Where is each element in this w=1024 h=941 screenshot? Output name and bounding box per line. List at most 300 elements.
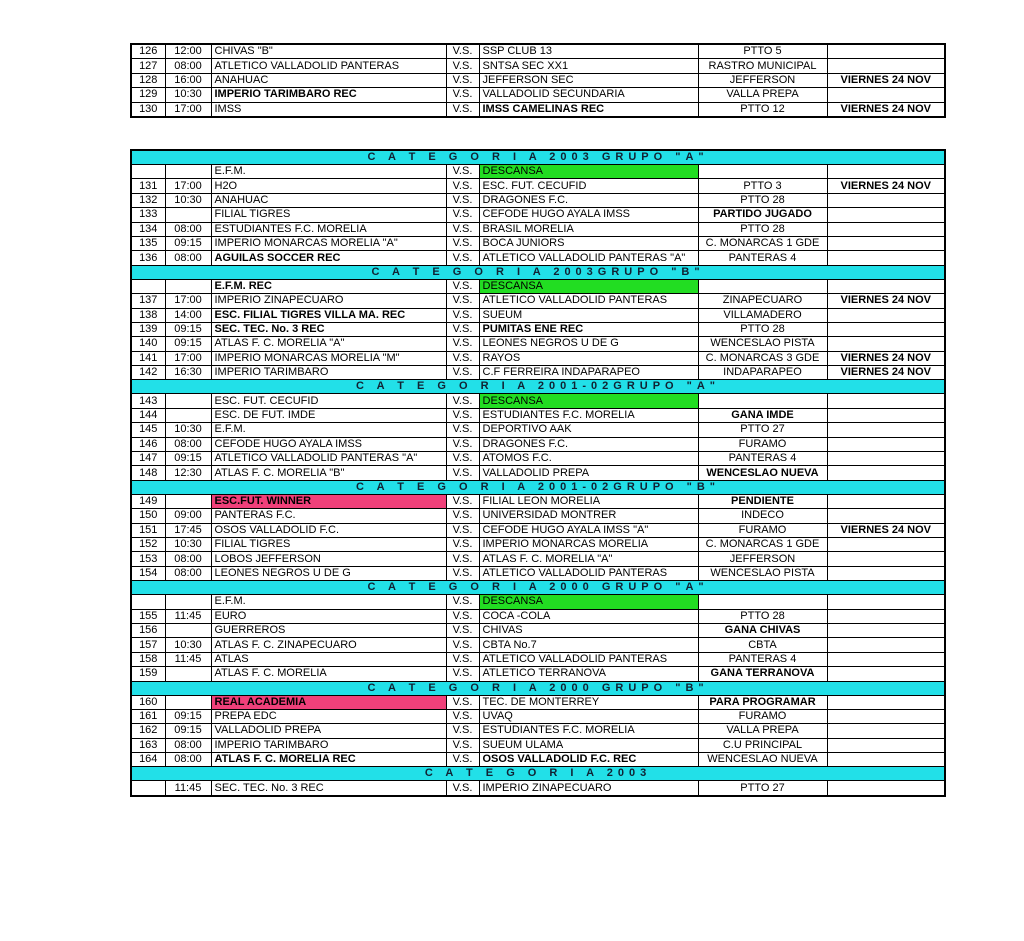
- match-time: 08:00: [165, 59, 211, 73]
- home-team: PANTERAS F.C.: [211, 509, 446, 523]
- home-team: ATLETICO VALLADOLID PANTERAS: [211, 59, 446, 73]
- match-time: 10:30: [165, 638, 211, 652]
- category-header-row: [131, 681, 945, 695]
- versus-label: V.S.: [446, 609, 479, 623]
- versus-label: V.S.: [446, 88, 479, 102]
- home-team: OSOS VALLADOLID F.C.: [211, 523, 446, 537]
- match-number: [131, 595, 165, 609]
- home-team: H2O: [211, 179, 446, 193]
- versus-label: V.S.: [446, 437, 479, 451]
- match-number: 137: [131, 294, 165, 308]
- home-team: ATLAS F. C. MORELIA: [211, 667, 446, 681]
- match-note: [827, 193, 945, 207]
- versus-label: V.S.: [446, 179, 479, 193]
- match-note: [827, 623, 945, 637]
- match-row: [131, 88, 945, 102]
- match-row: [131, 695, 945, 709]
- home-team: E.F.M.: [211, 423, 446, 437]
- match-note: VIERNES 24 NOV: [827, 351, 945, 365]
- match-row: [131, 408, 945, 422]
- versus-label: V.S.: [446, 193, 479, 207]
- away-team: TEC. DE MONTERREY: [479, 695, 698, 709]
- match-number: 162: [131, 724, 165, 738]
- top-schedule-body: [131, 44, 945, 117]
- match-row: [131, 179, 945, 193]
- away-team: CEFODE HUGO AYALA IMSS: [479, 208, 698, 222]
- away-team: ESTUDIANTES F.C. MORELIA: [479, 724, 698, 738]
- versus-label: V.S.: [446, 394, 479, 408]
- home-team: PREPA EDC: [211, 709, 446, 723]
- match-time: 09:15: [165, 709, 211, 723]
- away-team: IMPERIO ZINAPECUARO: [479, 781, 698, 796]
- home-team: GUERREROS: [211, 623, 446, 637]
- match-number: 145: [131, 423, 165, 437]
- home-team: ESC. DE FUT. IMDE: [211, 408, 446, 422]
- match-time: 12:00: [165, 44, 211, 59]
- match-time: 16:00: [165, 73, 211, 87]
- match-note: [827, 279, 945, 293]
- match-row: [131, 279, 945, 293]
- match-time: 10:30: [165, 423, 211, 437]
- match-venue: PTTO 28: [698, 609, 827, 623]
- match-time: 16:30: [165, 366, 211, 380]
- home-team: REAL ACADEMIA: [211, 695, 446, 709]
- match-row: [131, 59, 945, 73]
- versus-label: V.S.: [446, 294, 479, 308]
- away-team: ATLETICO VALLADOLID PANTERAS: [479, 294, 698, 308]
- away-team: DEPORTIVO AAK: [479, 423, 698, 437]
- match-number: 134: [131, 222, 165, 236]
- home-team: ESTUDIANTES F.C. MORELIA: [211, 222, 446, 236]
- top-schedule-table: [130, 43, 946, 118]
- away-team: UVAQ: [479, 709, 698, 723]
- match-venue: VILLAMADERO: [698, 308, 827, 322]
- away-team: VALLADOLID SECUNDARIA: [479, 88, 698, 102]
- away-team: ATOMOS F.C.: [479, 452, 698, 466]
- match-note: [827, 208, 945, 222]
- match-row: [131, 781, 945, 796]
- match-row: [131, 193, 945, 207]
- match-note: [827, 609, 945, 623]
- versus-label: V.S.: [446, 452, 479, 466]
- match-row: [131, 724, 945, 738]
- versus-label: V.S.: [446, 781, 479, 796]
- versus-label: V.S.: [446, 366, 479, 380]
- versus-label: V.S.: [446, 59, 479, 73]
- versus-label: V.S.: [446, 494, 479, 508]
- category-header-row: [131, 480, 945, 494]
- category-header-row: [131, 581, 945, 595]
- category-title: C A T E G O R I A 2003 GRUPO "A": [131, 150, 945, 165]
- match-note: VIERNES 24 NOV: [827, 179, 945, 193]
- match-venue: PENDIENTE: [698, 494, 827, 508]
- match-note: [827, 494, 945, 508]
- versus-label: V.S.: [446, 638, 479, 652]
- match-venue: PTTO 27: [698, 423, 827, 437]
- versus-label: V.S.: [446, 623, 479, 637]
- category-schedule-body: [131, 150, 945, 796]
- match-venue: PARTIDO JUGADO: [698, 208, 827, 222]
- match-row: [131, 423, 945, 437]
- away-team: LEONES NEGROS U DE G: [479, 337, 698, 351]
- match-time: 08:00: [165, 251, 211, 265]
- away-team: BOCA JUNIORS: [479, 236, 698, 250]
- category-title: C A T E G O R I A 2001-02GRUPO "A": [131, 380, 945, 394]
- match-row: [131, 351, 945, 365]
- match-note: [827, 337, 945, 351]
- match-time: 08:00: [165, 753, 211, 767]
- match-row: [131, 609, 945, 623]
- home-team: IMPERIO TARIMBARO: [211, 366, 446, 380]
- match-note: VIERNES 24 NOV: [827, 366, 945, 380]
- match-venue: INDECO: [698, 509, 827, 523]
- match-venue: C. MONARCAS 1 GDE: [698, 236, 827, 250]
- match-number: 155: [131, 609, 165, 623]
- match-time: [165, 494, 211, 508]
- match-venue: C.U PRINCIPAL: [698, 738, 827, 752]
- home-team: LOBOS JEFFERSON: [211, 552, 446, 566]
- match-venue: WENCESLAO PISTA: [698, 337, 827, 351]
- match-number: 157: [131, 638, 165, 652]
- match-venue: GANA IMDE: [698, 408, 827, 422]
- match-row: [131, 552, 945, 566]
- match-number: 159: [131, 667, 165, 681]
- match-row: [131, 251, 945, 265]
- home-team: ESC. FILIAL TIGRES VILLA MA. REC: [211, 308, 446, 322]
- match-venue: JEFFERSON: [698, 73, 827, 87]
- match-number: 140: [131, 337, 165, 351]
- match-row: [131, 236, 945, 250]
- match-venue: GANA TERRANOVA: [698, 667, 827, 681]
- category-header-row: [131, 265, 945, 279]
- away-team: CBTA No.7: [479, 638, 698, 652]
- match-venue: PTTO 3: [698, 179, 827, 193]
- match-time: 09:15: [165, 452, 211, 466]
- match-number: 126: [131, 44, 165, 59]
- category-title: C A T E G O R I A 2001-02GRUPO "B": [131, 480, 945, 494]
- match-time: 08:00: [165, 566, 211, 580]
- match-number: 161: [131, 709, 165, 723]
- match-row: [131, 709, 945, 723]
- match-row: [131, 452, 945, 466]
- match-number: 164: [131, 753, 165, 767]
- match-time: [165, 394, 211, 408]
- versus-label: V.S.: [446, 351, 479, 365]
- match-time: 08:00: [165, 437, 211, 451]
- match-time: 08:00: [165, 552, 211, 566]
- away-team: IMPERIO MONARCAS MORELIA: [479, 537, 698, 551]
- away-team: ESTUDIANTES F.C. MORELIA: [479, 408, 698, 422]
- match-venue: WENCESLAO NUEVA: [698, 466, 827, 480]
- match-note: [827, 753, 945, 767]
- match-time: 17:00: [165, 179, 211, 193]
- match-venue: [698, 595, 827, 609]
- versus-label: V.S.: [446, 44, 479, 59]
- match-time: [165, 279, 211, 293]
- match-number: 135: [131, 236, 165, 250]
- match-note: [827, 709, 945, 723]
- match-number: 136: [131, 251, 165, 265]
- versus-label: V.S.: [446, 423, 479, 437]
- versus-label: V.S.: [446, 753, 479, 767]
- match-note: [827, 781, 945, 796]
- away-team: ATLAS F. C. MORELIA "A": [479, 552, 698, 566]
- away-team: ATLETICO VALLADOLID PANTERAS: [479, 566, 698, 580]
- category-title: C A T E G O R I A 2003GRUPO "B": [131, 265, 945, 279]
- match-note: [827, 322, 945, 336]
- away-team: OSOS VALLADOLID F.C. REC: [479, 753, 698, 767]
- away-team: SUEUM: [479, 308, 698, 322]
- category-title: C A T E G O R I A 2000 GRUPO "A": [131, 581, 945, 595]
- match-note: [827, 537, 945, 551]
- match-number: 131: [131, 179, 165, 193]
- match-number: 132: [131, 193, 165, 207]
- match-time: 09:15: [165, 724, 211, 738]
- home-team: E.F.M.: [211, 595, 446, 609]
- away-team: ATLETICO TERRANOVA: [479, 667, 698, 681]
- versus-label: V.S.: [446, 165, 479, 179]
- match-row: [131, 308, 945, 322]
- match-time: 17:00: [165, 102, 211, 117]
- match-row: [131, 652, 945, 666]
- match-venue: C. MONARCAS 3 GDE: [698, 351, 827, 365]
- match-venue: RASTRO MUNICIPAL: [698, 59, 827, 73]
- match-row: [131, 165, 945, 179]
- home-team: ESC. FUT. CECUFID: [211, 394, 446, 408]
- match-time: 17:00: [165, 294, 211, 308]
- versus-label: V.S.: [446, 552, 479, 566]
- match-row: [131, 523, 945, 537]
- versus-label: V.S.: [446, 724, 479, 738]
- match-note: [827, 222, 945, 236]
- home-team: FILIAL TIGRES: [211, 537, 446, 551]
- home-team: ANAHUAC: [211, 193, 446, 207]
- match-number: 156: [131, 623, 165, 637]
- match-time: 11:45: [165, 781, 211, 796]
- match-number: 158: [131, 652, 165, 666]
- match-venue: PTTO 28: [698, 193, 827, 207]
- away-team: UNIVERSIDAD MONTRER: [479, 509, 698, 523]
- category-header-row: [131, 767, 945, 781]
- match-number: 129: [131, 88, 165, 102]
- match-row: [131, 437, 945, 451]
- match-row: [131, 294, 945, 308]
- home-team: IMPERIO TARIMBARO REC: [211, 88, 446, 102]
- match-row: [131, 366, 945, 380]
- category-title: C A T E G O R I A 2000 GRUPO "B": [131, 681, 945, 695]
- match-note: VIERNES 24 NOV: [827, 102, 945, 117]
- home-team: IMPERIO ZINAPECUARO: [211, 294, 446, 308]
- match-row: [131, 394, 945, 408]
- match-note: [827, 638, 945, 652]
- versus-label: V.S.: [446, 279, 479, 293]
- home-team: IMPERIO MONARCAS MORELIA "A": [211, 236, 446, 250]
- away-team: ATLETICO VALLADOLID PANTERAS: [479, 652, 698, 666]
- home-team: IMPERIO TARIMBARO: [211, 738, 446, 752]
- match-time: 17:00: [165, 351, 211, 365]
- match-number: 142: [131, 366, 165, 380]
- match-note: [827, 652, 945, 666]
- match-note: [827, 595, 945, 609]
- match-row: [131, 537, 945, 551]
- match-row: [131, 623, 945, 637]
- home-team: SEC. TEC. No. 3 REC: [211, 322, 446, 336]
- match-note: [827, 452, 945, 466]
- match-venue: PTTO 28: [698, 322, 827, 336]
- match-venue: PANTERAS 4: [698, 452, 827, 466]
- match-note: [827, 724, 945, 738]
- match-note: [827, 552, 945, 566]
- versus-label: V.S.: [446, 709, 479, 723]
- match-time: 10:30: [165, 88, 211, 102]
- versus-label: V.S.: [446, 566, 479, 580]
- match-number: 160: [131, 695, 165, 709]
- match-row: [131, 102, 945, 117]
- match-note: [827, 423, 945, 437]
- match-time: [165, 208, 211, 222]
- away-team: DRAGONES F.C.: [479, 437, 698, 451]
- away-team: SNTSA SEC XX1: [479, 59, 698, 73]
- home-team: ATLAS F. C. ZINAPECUARO: [211, 638, 446, 652]
- away-team: SSP CLUB 13: [479, 44, 698, 59]
- match-venue: [698, 165, 827, 179]
- match-time: 17:45: [165, 523, 211, 537]
- match-note: [827, 236, 945, 250]
- match-time: [165, 595, 211, 609]
- match-venue: C. MONARCAS 1 GDE: [698, 537, 827, 551]
- match-venue: FURAMO: [698, 709, 827, 723]
- match-number: 128: [131, 73, 165, 87]
- versus-label: V.S.: [446, 695, 479, 709]
- match-number: 143: [131, 394, 165, 408]
- match-note: [827, 466, 945, 480]
- match-note: [827, 667, 945, 681]
- match-venue: CBTA: [698, 638, 827, 652]
- match-row: [131, 595, 945, 609]
- away-team: DRAGONES F.C.: [479, 193, 698, 207]
- away-team: PUMITAS ENE REC: [479, 322, 698, 336]
- versus-label: V.S.: [446, 337, 479, 351]
- match-venue: PTTO 27: [698, 781, 827, 796]
- match-note: [827, 437, 945, 451]
- match-venue: JEFFERSON: [698, 552, 827, 566]
- versus-label: V.S.: [446, 652, 479, 666]
- category-header-row: [131, 150, 945, 165]
- match-number: 153: [131, 552, 165, 566]
- versus-label: V.S.: [446, 667, 479, 681]
- match-venue: PTTO 28: [698, 222, 827, 236]
- match-number: [131, 279, 165, 293]
- versus-label: V.S.: [446, 595, 479, 609]
- away-team: CEFODE HUGO AYALA IMSS "A": [479, 523, 698, 537]
- home-team: E.F.M.: [211, 165, 446, 179]
- versus-label: V.S.: [446, 222, 479, 236]
- match-number: 130: [131, 102, 165, 117]
- versus-label: V.S.: [446, 509, 479, 523]
- versus-label: V.S.: [446, 523, 479, 537]
- match-row: [131, 638, 945, 652]
- match-note: [827, 251, 945, 265]
- match-row: [131, 222, 945, 236]
- match-row: [131, 667, 945, 681]
- match-time: 11:45: [165, 609, 211, 623]
- match-note: VIERNES 24 NOV: [827, 73, 945, 87]
- home-team: AGUILAS SOCCER REC: [211, 251, 446, 265]
- match-number: 127: [131, 59, 165, 73]
- match-number: 149: [131, 494, 165, 508]
- category-title: C A T E G O R I A 2003: [131, 767, 945, 781]
- match-venue: WENCESLAO PISTA: [698, 566, 827, 580]
- match-note: [827, 394, 945, 408]
- match-time: 10:30: [165, 537, 211, 551]
- match-row: [131, 73, 945, 87]
- match-time: 09:15: [165, 322, 211, 336]
- versus-label: V.S.: [446, 208, 479, 222]
- home-team: IMPERIO MONARCAS MORELIA "M": [211, 351, 446, 365]
- match-number: 139: [131, 322, 165, 336]
- away-team: IMSS CAMELINAS REC: [479, 102, 698, 117]
- match-number: 147: [131, 452, 165, 466]
- home-team: ANAHUAC: [211, 73, 446, 87]
- versus-label: V.S.: [446, 322, 479, 336]
- match-note: [827, 509, 945, 523]
- match-note: [827, 738, 945, 752]
- match-row: [131, 753, 945, 767]
- match-number: [131, 165, 165, 179]
- match-time: 10:30: [165, 193, 211, 207]
- match-venue: PANTERAS 4: [698, 251, 827, 265]
- match-venue: WENCESLAO NUEVA: [698, 753, 827, 767]
- away-team: BRASIL MORELIA: [479, 222, 698, 236]
- match-time: 09:00: [165, 509, 211, 523]
- match-row: [131, 509, 945, 523]
- versus-label: V.S.: [446, 236, 479, 250]
- home-team: ATLAS: [211, 652, 446, 666]
- home-team: ATLAS F. C. MORELIA REC: [211, 753, 446, 767]
- category-header-row: [131, 380, 945, 394]
- match-note: [827, 408, 945, 422]
- away-team: DESCANSA: [479, 279, 698, 293]
- match-venue: INDAPARAPEO: [698, 366, 827, 380]
- match-time: 08:00: [165, 222, 211, 236]
- match-time: [165, 667, 211, 681]
- home-team: IMSS: [211, 102, 446, 117]
- versus-label: V.S.: [446, 466, 479, 480]
- match-note: [827, 165, 945, 179]
- match-number: 148: [131, 466, 165, 480]
- match-venue: GANA CHIVAS: [698, 623, 827, 637]
- match-note: VIERNES 24 NOV: [827, 294, 945, 308]
- match-row: [131, 337, 945, 351]
- away-team: CHIVAS: [479, 623, 698, 637]
- match-time: 09:15: [165, 236, 211, 250]
- match-venue: FURAMO: [698, 523, 827, 537]
- match-time: 08:00: [165, 738, 211, 752]
- versus-label: V.S.: [446, 738, 479, 752]
- versus-label: V.S.: [446, 102, 479, 117]
- home-team: CHIVAS "B": [211, 44, 446, 59]
- match-venue: PARA PROGRAMAR: [698, 695, 827, 709]
- match-row: [131, 44, 945, 59]
- match-note: [827, 566, 945, 580]
- match-venue: [698, 394, 827, 408]
- match-venue: PTTO 12: [698, 102, 827, 117]
- home-team: FILIAL TIGRES: [211, 208, 446, 222]
- home-team: ATLETICO VALLADOLID PANTERAS "A": [211, 452, 446, 466]
- away-team: ESC. FUT. CECUFID: [479, 179, 698, 193]
- away-team: ATLETICO VALLADOLID PANTERAS "A": [479, 251, 698, 265]
- versus-label: V.S.: [446, 251, 479, 265]
